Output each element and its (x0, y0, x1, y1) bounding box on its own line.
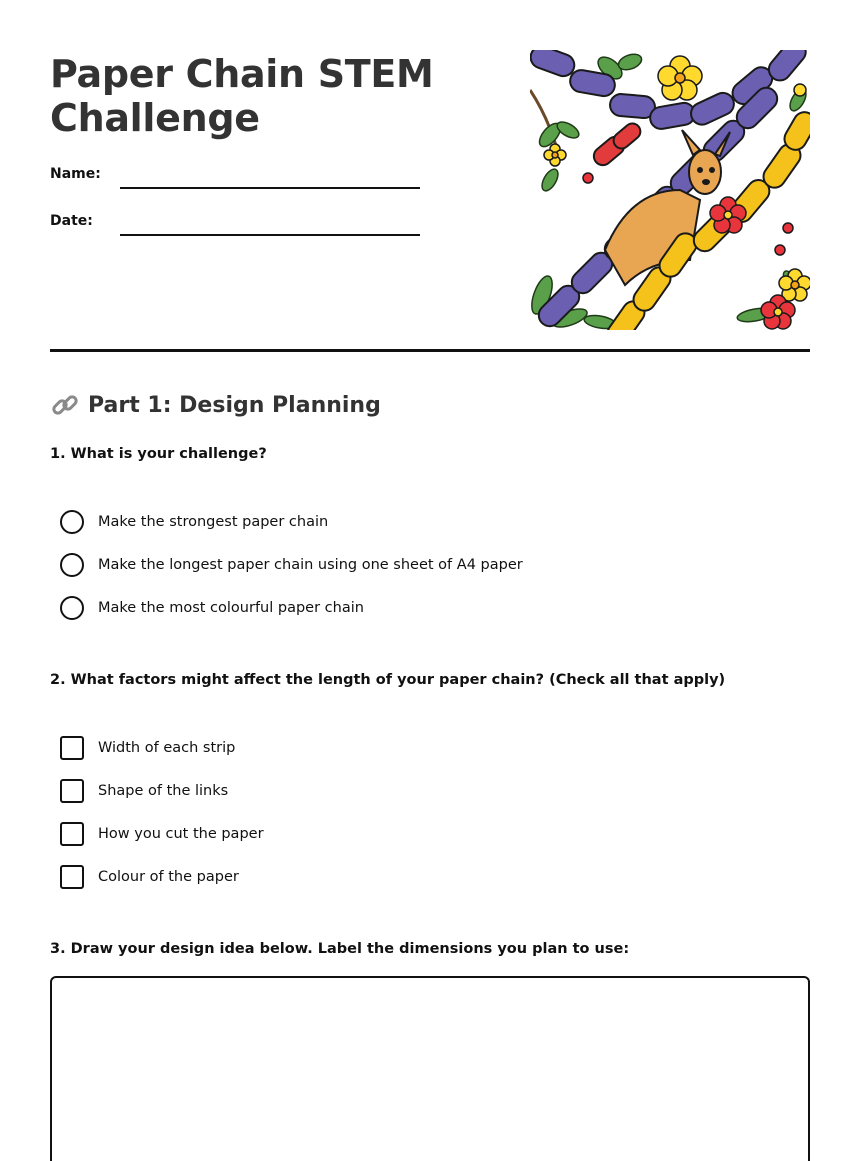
radio-button[interactable] (60, 553, 84, 577)
part1-heading (50, 388, 381, 422)
link-icon (50, 390, 80, 420)
q1-option-1[interactable] (60, 509, 328, 535)
option-label: Make the strongest paper chain (98, 514, 329, 530)
option-label: Shape of the links (98, 783, 229, 799)
checkbox[interactable] (60, 865, 84, 889)
checkbox[interactable] (60, 736, 84, 760)
option-label: How you cut the paper (98, 826, 264, 842)
q2-option-2[interactable] (60, 778, 228, 804)
q2-option-1[interactable] (60, 735, 235, 761)
radio-button[interactable] (60, 510, 84, 534)
design-drawing-area[interactable] (50, 976, 810, 1161)
checkbox[interactable] (60, 822, 84, 846)
page-title: Paper Chain STEM Challenge (50, 52, 434, 140)
radio-button[interactable] (60, 596, 84, 620)
option-label: Make the longest paper chain using one sheet of A4 paper (98, 557, 523, 573)
name-label: Name: (50, 166, 101, 182)
option-label: Width of each strip (98, 740, 236, 756)
option-label: Colour of the paper (98, 869, 239, 885)
chain-kangaroo-illustration (530, 50, 810, 330)
question-2: 2. What factors might affect the length of your paper chain? (Check all that apply) (50, 672, 726, 688)
date-label: Date: (50, 213, 93, 229)
question-1: 1. What is your challenge? (50, 446, 267, 462)
header-divider (50, 349, 810, 352)
q1-option-2[interactable] (60, 552, 523, 578)
q2-option-3[interactable] (60, 821, 264, 847)
q2-option-4[interactable] (60, 864, 239, 890)
red-links (590, 120, 643, 169)
date-field[interactable] (120, 234, 420, 236)
option-label: Make the most colourful paper chain (98, 600, 364, 616)
question-3: 3. Draw your design idea below. Label the dimensions you plan to use: (50, 941, 630, 957)
part1-heading-text: Part 1: Design Planning (88, 392, 381, 418)
checkbox[interactable] (60, 779, 84, 803)
q1-option-3[interactable] (60, 595, 364, 621)
name-field[interactable] (120, 187, 420, 189)
